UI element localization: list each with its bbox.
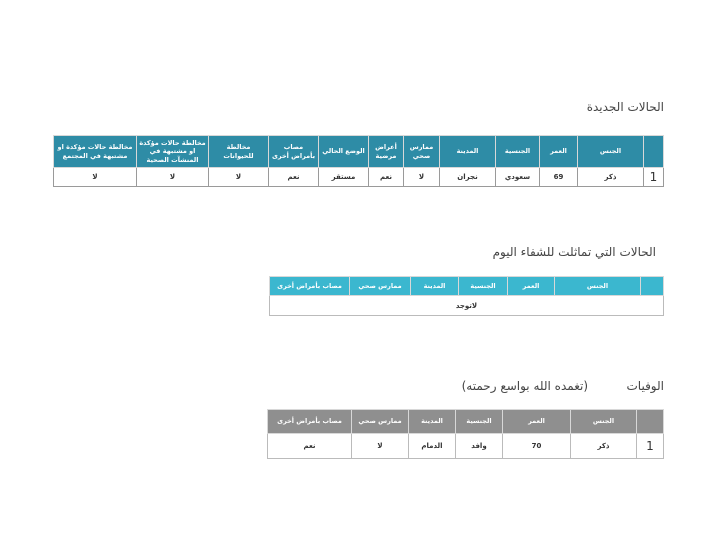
cell-other-diseases: نعم [268, 434, 352, 459]
new-cases-table [53, 135, 664, 187]
cell-age: 69 [540, 168, 578, 187]
header-city: المدينة [411, 277, 459, 296]
header-nationality: الجنسية [496, 136, 540, 168]
deaths-header-row [268, 410, 664, 434]
recovered-header-row [270, 277, 664, 296]
header-animal-contact: مخالطة للحيوانات [209, 136, 269, 168]
header-nationality: الجنسية [456, 410, 503, 434]
header-other-diseases: مصاب بأمراض أخرى [268, 410, 352, 434]
header-facility-contact: مخالطة حالات مؤكدة او مشتبهة في المنشآت الصحية [137, 136, 209, 168]
cell-city: الدمام [409, 434, 456, 459]
new-cases-header-row [54, 136, 664, 168]
header-current-status: الوضع الحالي [319, 136, 369, 168]
header-nationality: الجنسية [459, 277, 508, 296]
header-cell [637, 410, 664, 434]
header-health-practitioner: ممارس صحي [352, 410, 409, 434]
header-cell [644, 136, 664, 168]
cell-animal-contact: لا [209, 168, 269, 187]
cell-age: 70 [503, 434, 571, 459]
header-other-diseases: مصاب بأمراض أخرى [270, 277, 350, 296]
header-symptoms: أعراض مرضية [369, 136, 404, 168]
header-other-diseases: مصاب بأمراض أخرى [269, 136, 319, 168]
recovered-table [269, 276, 664, 316]
cell-gender: ذكر [578, 168, 644, 187]
new-cases-title: الحالات الجديدة [586, 100, 664, 114]
header-age: العمر [540, 136, 578, 168]
deaths-table [267, 409, 664, 459]
header-gender: الجنس [578, 136, 644, 168]
empty-message: لاتوجد [270, 296, 664, 316]
header-city: المدينة [440, 136, 496, 168]
cell-nationality: سعودي [496, 168, 540, 187]
header-age: العمر [503, 410, 571, 434]
cell-health-practitioner: لا [352, 434, 409, 459]
deaths-subtitle: (تغمده الله بواسع رحمته) [461, 379, 588, 393]
table-row [270, 296, 664, 316]
row-number: 1 [644, 168, 664, 187]
table-row [268, 434, 664, 459]
header-city: المدينة [409, 410, 456, 434]
header-cell [641, 277, 664, 296]
header-health-practitioner: ممارس صحي [350, 277, 411, 296]
deaths-title: الوفيات [626, 379, 664, 393]
cell-nationality: وافد [456, 434, 503, 459]
header-age: العمر [508, 277, 555, 296]
cell-facility-contact: لا [137, 168, 209, 187]
table-row [54, 168, 664, 187]
cell-other-diseases: نعم [269, 168, 319, 187]
cell-community-contact: لا [54, 168, 137, 187]
cell-city: نجران [440, 168, 496, 187]
header-health-practitioner: ممارس صحي [404, 136, 440, 168]
recovered-title: الحالات التي تماثلت للشفاء اليوم [492, 245, 656, 259]
cell-health-practitioner: لا [404, 168, 440, 187]
row-number: 1 [637, 434, 664, 459]
cell-current-status: مستقر [319, 168, 369, 187]
header-gender: الجنس [555, 277, 641, 296]
cell-symptoms: نعم [369, 168, 404, 187]
header-community-contact: مخالطة حالات مؤكدة او مشتبهة في المجتمع [54, 136, 137, 168]
header-gender: الجنس [571, 410, 637, 434]
cell-gender: ذكر [571, 434, 637, 459]
